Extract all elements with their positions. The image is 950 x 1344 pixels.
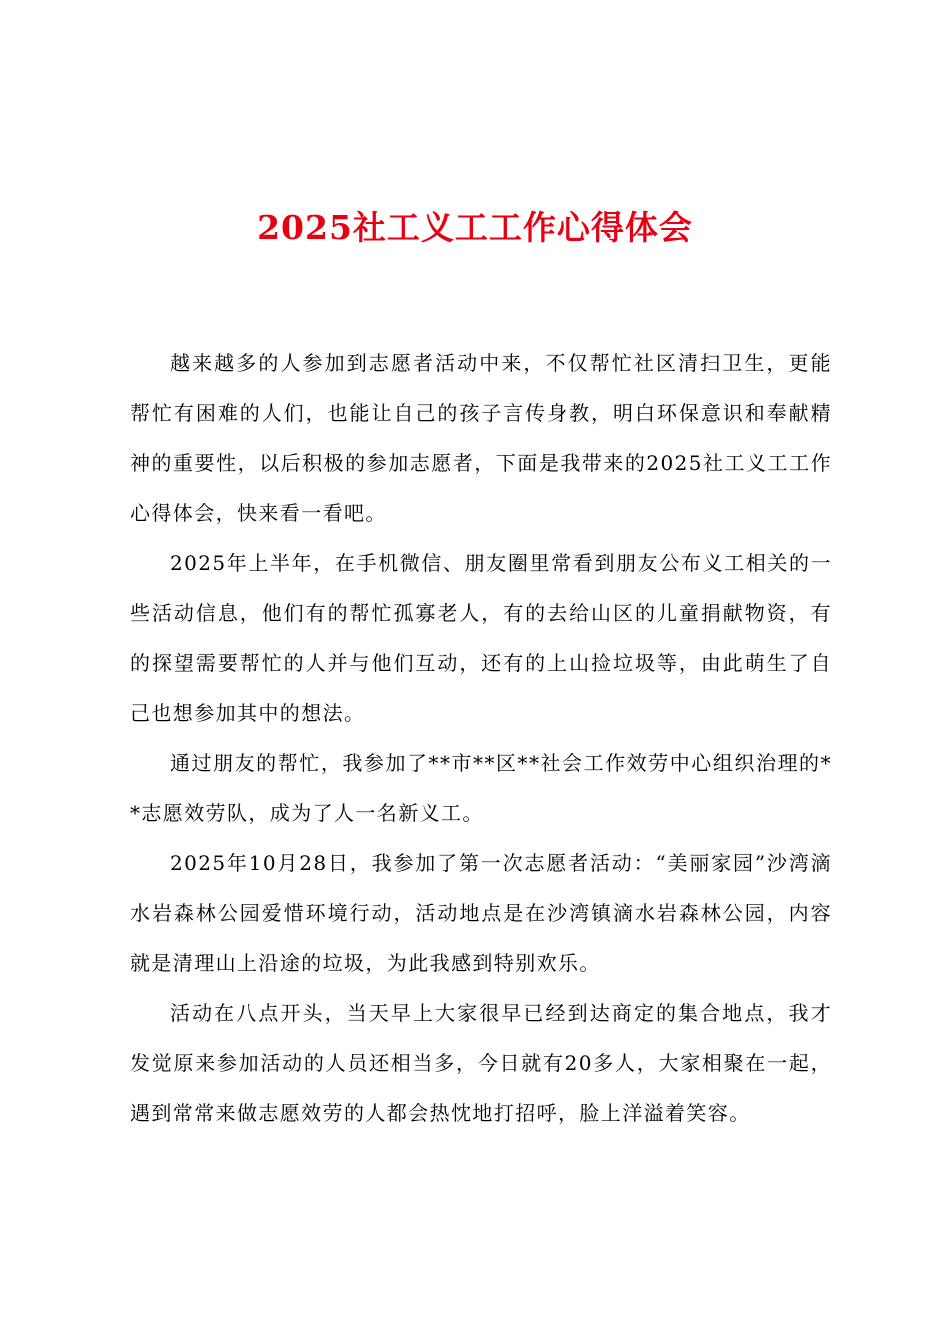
paragraph-2: 2025年上半年，在手机微信、朋友圈里常看到朋友公布义工相关的一些活动信息，他们有的帮忙孤寡老人，有的去给山区的儿童捐献物资，有的探望需要帮忙的人并与他们互动，还有的上山捡垃圾等，由此萌生了自己也想参加其中的想法。 [130,551,832,725]
paragraph-5: 活动在八点开头，当天早上大家很早已经到达商定的集合地点，我才发觉原来参加活动的人员还相当多，今日就有20多人，大家相聚在一起，遇到常常来做志愿效劳的人都会热忱地打招呼，脸上洋溢着笑容。 [130,1001,832,1125]
document-title: 2025社工义工工作心得体会 [257,208,693,247]
paragraph-1: 越来越多的人参加到志愿者活动中来，不仅帮忙社区清扫卫生，更能帮忙有困难的人们，也能让自己的孩子言传身教，明白环保意识和奉献精神的重要性，以后积极的参加志愿者，下面是我带来的2025社工义工工作心得体会，快来看一看吧。 [130,351,832,525]
document-body [130,338,832,1138]
paragraph-4: 2025年10月28日，我参加了第一次志愿者活动：“美丽家园”沙湾滴水岩森林公园爱惜环境行动，活动地点是在沙湾镇滴水岩森林公园，内容就是清理山上沿途的垃圾，为此我感到特别欢乐。 [130,851,832,975]
paragraph-3: 通过朋友的帮忙，我参加了**市**区**社会工作效劳中心组织治理的**志愿效劳队，成为了人一名新义工。 [130,751,832,825]
